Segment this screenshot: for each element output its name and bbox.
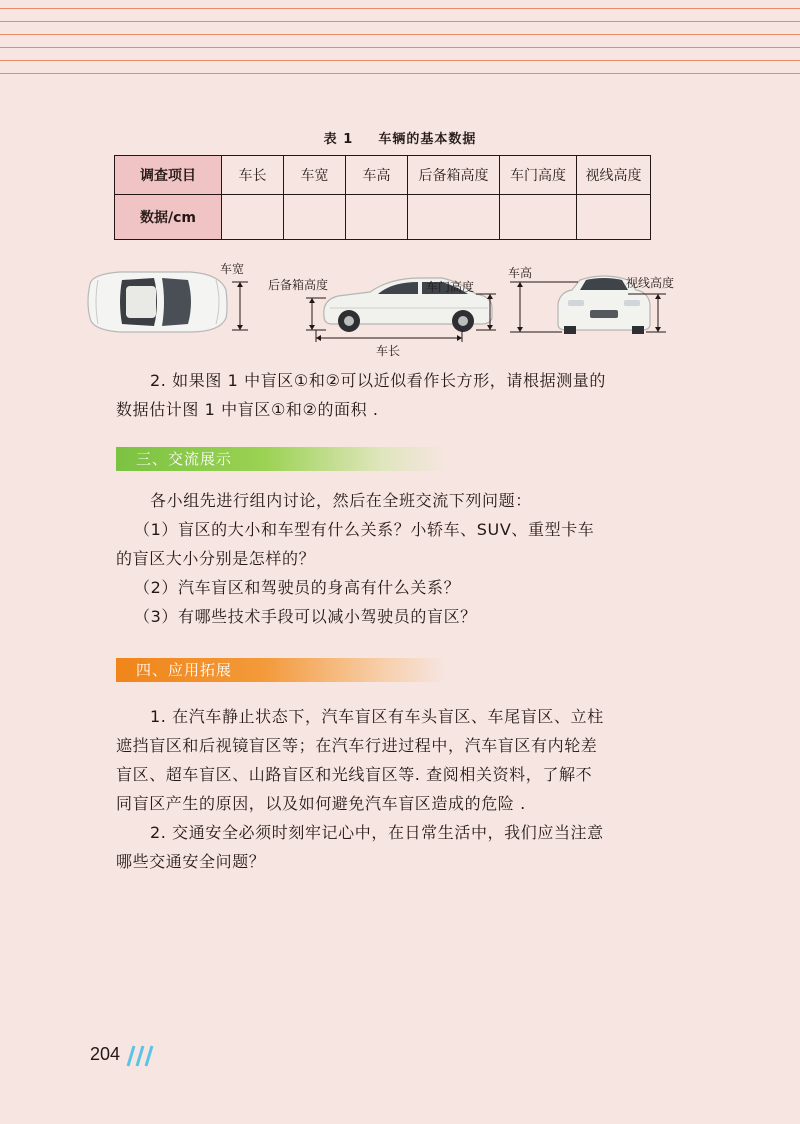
page-slashes-icon <box>122 1042 156 1070</box>
paragraph-line: 遮挡盲区和后视镜盲区等；在汽车行进过程中，汽车盲区有内轮差 <box>116 736 598 755</box>
section-title: 三、交流展示 <box>136 450 233 468</box>
header-cell: 后备箱高度 <box>408 156 500 195</box>
data-cell[interactable] <box>577 195 651 240</box>
data-cell[interactable] <box>500 195 577 240</box>
section4-body <box>116 702 666 876</box>
header-rules <box>0 0 800 80</box>
door-height-label: 车门高度 <box>426 280 475 294</box>
width-label: 车宽 <box>220 262 245 276</box>
paragraph-line: 1. 在汽车静止状态下，汽车盲区有车头盲区、车尾盲区、立柱 <box>150 707 604 726</box>
section3-body <box>116 486 666 631</box>
vehicle-data-table <box>114 155 651 240</box>
data-cell[interactable] <box>222 195 284 240</box>
car-measurement-figure <box>80 256 700 360</box>
section-heading-application <box>116 658 446 682</box>
sight-height-label: 视线高度 <box>626 276 675 290</box>
rule-line <box>0 34 800 35</box>
table-header-row <box>115 156 651 195</box>
table-caption-text: 车辆的基本数据 <box>378 132 477 147</box>
paragraph-line: （3）有哪些技术手段可以减小驾驶员的盲区？ <box>134 607 477 626</box>
row-label-cell: 数据/cm <box>115 195 222 240</box>
header-cell: 车高 <box>346 156 408 195</box>
section-heading-exchange <box>116 447 446 471</box>
rule-line <box>0 8 800 9</box>
paragraph-line: 哪些交通安全问题？ <box>116 852 266 871</box>
table-caption-number: 表 1 <box>323 132 354 147</box>
paragraph-line: （1）盲区的大小和车型有什么关系？小轿车、SUV、重型卡车 <box>134 520 595 539</box>
paragraph-line: 的盲区大小分别是怎样的？ <box>116 549 316 568</box>
rule-line <box>0 60 800 61</box>
question-2-line: 数据估计图 1 中盲区①和②的面积 . <box>116 400 379 419</box>
paragraph-line: 2. 交通安全必须时刻牢记心中，在日常生活中，我们应当注意 <box>150 823 604 842</box>
paragraph-line: 各小组先进行组内讨论，然后在全班交流下列问题： <box>150 491 532 510</box>
data-cell[interactable] <box>408 195 500 240</box>
header-cell: 车门高度 <box>500 156 577 195</box>
header-cell: 车长 <box>222 156 284 195</box>
paragraph-line: 同盲区产生的原因，以及如何避免汽车盲区造成的危险 . <box>116 794 526 813</box>
rule-line <box>0 73 800 74</box>
question-2-line: 2. 如果图 1 中盲区①和②可以近似看作长方形，请根据测量的 <box>150 371 606 390</box>
table-caption <box>0 128 800 147</box>
page-number: 204 <box>90 1044 121 1064</box>
question-2 <box>116 366 666 424</box>
car-top-view <box>88 272 227 332</box>
section-title: 四、应用拓展 <box>136 661 233 679</box>
trunk-height-label: 后备箱高度 <box>268 278 329 292</box>
table-data-row <box>115 195 651 240</box>
length-label: 车长 <box>376 344 401 358</box>
paragraph-line: （2）汽车盲区和驾驶员的身高有什么关系？ <box>134 578 461 597</box>
paragraph-line: 盲区、超车盲区、山路盲区和光线盲区等. 查阅相关资料，了解不 <box>116 765 593 784</box>
rule-line <box>0 47 800 48</box>
header-cell: 调查项目 <box>115 156 222 195</box>
header-cell: 车宽 <box>284 156 346 195</box>
rule-line <box>0 21 800 22</box>
data-cell[interactable] <box>346 195 408 240</box>
header-cell: 视线高度 <box>577 156 651 195</box>
height-label: 车高 <box>508 266 533 280</box>
data-cell[interactable] <box>284 195 346 240</box>
